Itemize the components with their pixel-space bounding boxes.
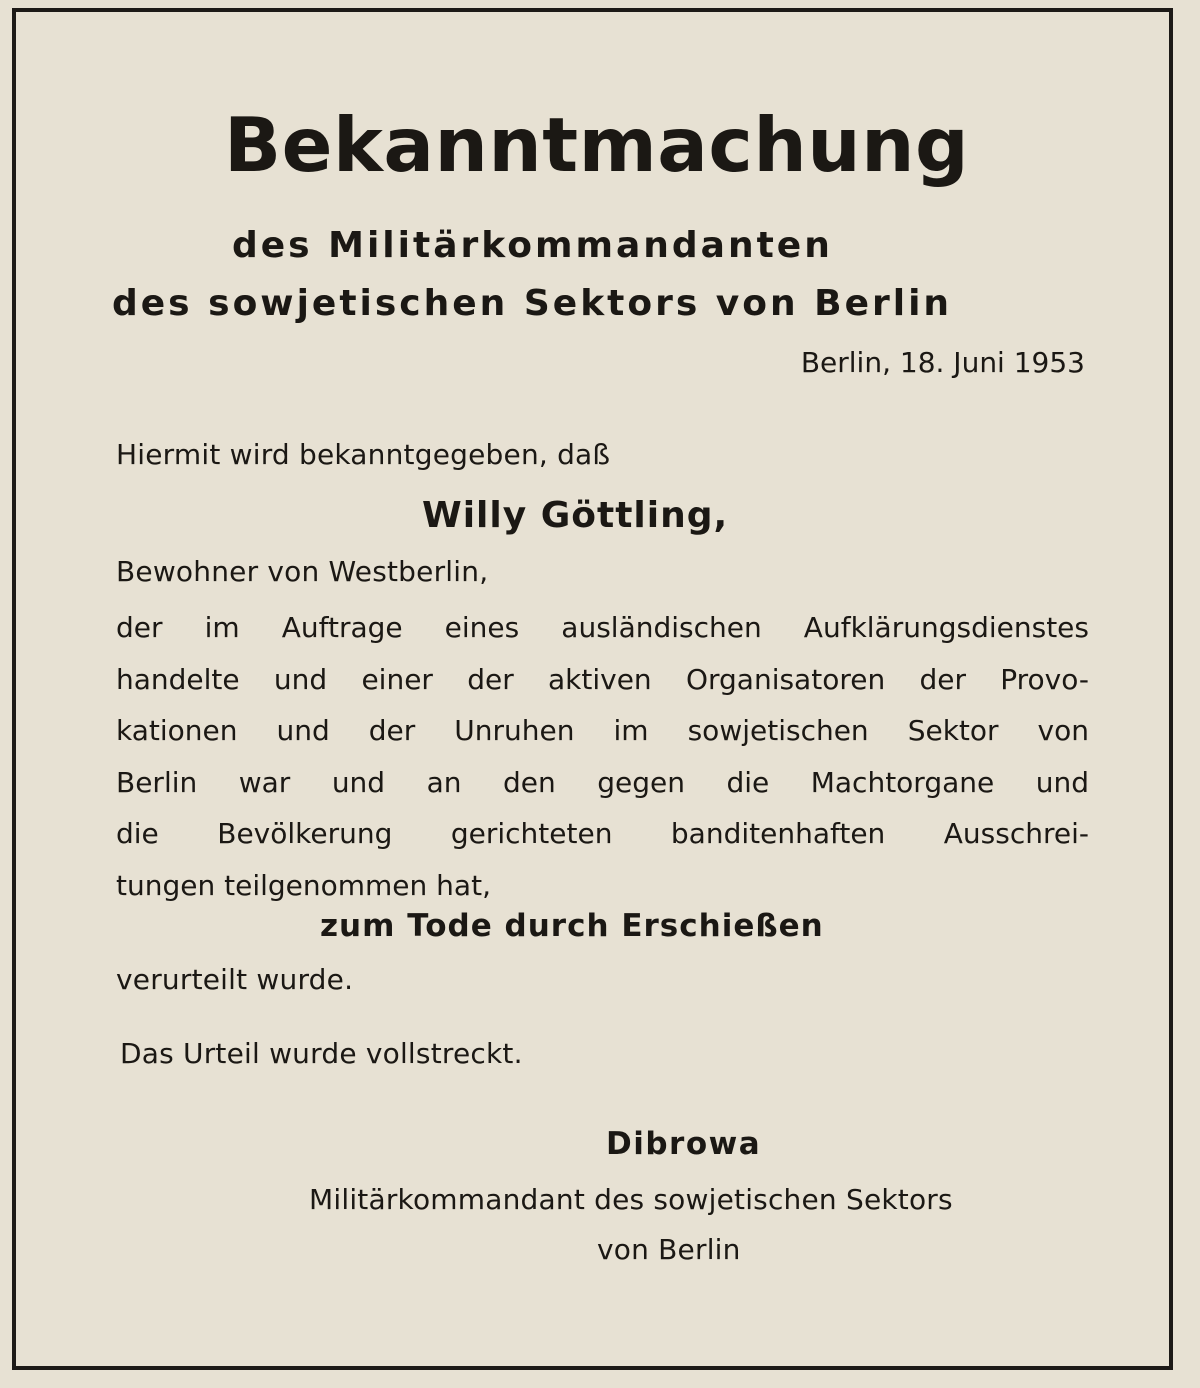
residence-text: Bewohner von Westberlin, bbox=[116, 555, 489, 588]
place-and-date: Berlin, 18. Juni 1953 bbox=[800, 346, 1085, 379]
signer-title-line2: von Berlin bbox=[597, 1233, 741, 1266]
sentenced-text: verurteilt wurde. bbox=[116, 963, 354, 996]
notice-subtitle-line2: des sowjetischen Sektors von Berlin bbox=[112, 283, 953, 324]
paragraph-line: die Bevölkerung gerichteten banditenhaften Ausschrei- bbox=[116, 817, 1089, 850]
paragraph-line: kationen und der Unruhen im sowjetischen Sektor von bbox=[116, 714, 1089, 747]
verdict-text: zum Tode durch Erschießen bbox=[320, 908, 824, 944]
signer-name: Dibrowa bbox=[606, 1126, 762, 1162]
paragraph-line: handelte und einer der aktiven Organisatoren der Provo- bbox=[116, 662, 1089, 696]
notice-subtitle-line1: des Militärkommandanten bbox=[232, 225, 833, 266]
person-name: Willy Göttling, bbox=[422, 495, 729, 536]
paragraph-line: Berlin war und an den gegen die Machtorgane und bbox=[116, 765, 1089, 799]
intro-text: Hiermit wird bekanntgegeben, daß bbox=[116, 438, 611, 471]
charge-paragraph bbox=[116, 610, 1089, 919]
paragraph-line: tungen teilgenommen hat, bbox=[116, 868, 491, 902]
paragraph-line: der im Auftrage eines ausländischen Aufklärungsdienstes bbox=[116, 611, 1089, 644]
signer-title-line1: Militärkommandant des sowjetischen Sektors bbox=[309, 1183, 953, 1216]
notice-title: Bekanntmachung bbox=[224, 101, 970, 189]
execution-text: Das Urteil wurde vollstreckt. bbox=[120, 1037, 523, 1070]
